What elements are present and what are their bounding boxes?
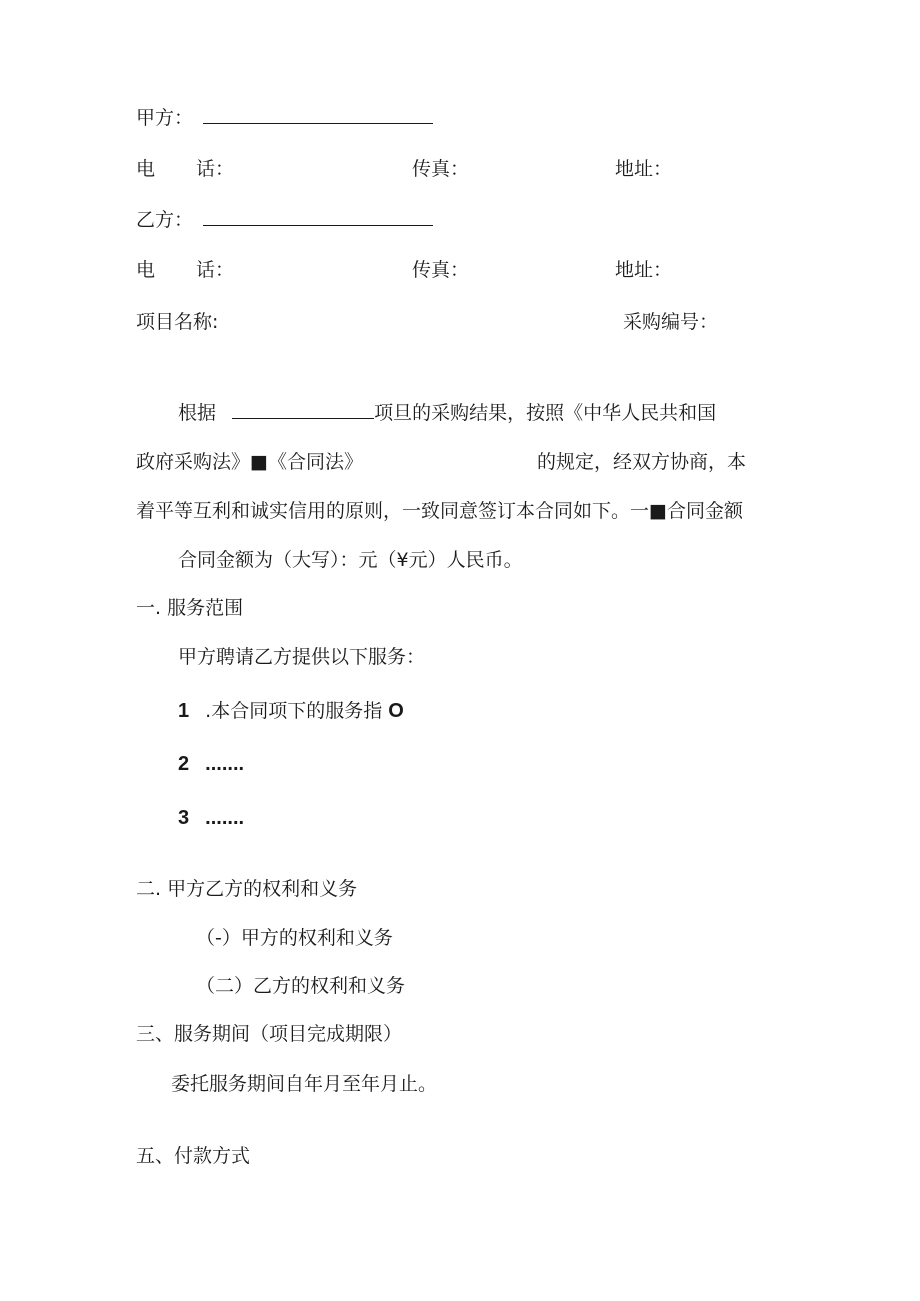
service-item-2-number: 2 <box>178 753 190 775</box>
tel-label-2a: 电 <box>136 259 156 281</box>
preamble-p1-end: 项旦的采购结果，按照《中华人民共和国 <box>374 402 717 424</box>
section-2-title: 二. 甲方乙方的权利和义务 <box>136 878 358 900</box>
preamble-p2-start: 政府采购法》■《合同法》 <box>136 451 363 473</box>
fax-label-1: 传真： <box>412 158 470 180</box>
section-2-sub-2: （二）乙方的权利和义务 <box>196 975 406 997</box>
party-a-label: 甲方： <box>136 107 194 129</box>
service-item-2-text: ....... <box>205 753 245 775</box>
service-item-3 <box>178 806 244 830</box>
preamble-line-1 <box>178 401 716 425</box>
preamble-p2-end: 的规定，经双方协商，本 <box>537 451 747 473</box>
fax-label-2: 传真： <box>412 259 470 281</box>
service-item-3-number: 3 <box>178 807 190 829</box>
party-b-label: 乙方： <box>136 209 194 231</box>
procurement-no-label: 采购编号： <box>623 311 719 333</box>
service-item-1-tail: O <box>388 700 404 722</box>
project-name-label: 项目名称: <box>136 311 219 333</box>
service-item-2 <box>178 752 244 776</box>
service-item-3-text: ....... <box>205 807 245 829</box>
section-3-title: 三、服务期间（项目完成期限） <box>136 1023 403 1045</box>
tel-label-1b: 话： <box>196 158 235 180</box>
address-label-2: 地址： <box>615 259 673 281</box>
section-3-text: 委托服务期间自年月至年月止。 <box>171 1073 438 1095</box>
party-a-row <box>136 106 433 130</box>
section-1-intro: 甲方聘请乙方提供以下服务： <box>178 646 426 668</box>
tel-label-2b: 话： <box>196 259 235 281</box>
party-a-blank[interactable] <box>203 106 433 124</box>
preamble-p4: 合同金额为（大写）：元（¥元）人民币。 <box>178 549 523 571</box>
address-label-1: 地址： <box>615 158 673 180</box>
service-item-1 <box>178 699 404 723</box>
section-2-sub-1: （-）甲方的权利和义务 <box>196 927 393 949</box>
service-item-1-number: 1 <box>178 700 190 722</box>
preamble-p1-start: 根据 <box>178 402 217 424</box>
section-1-title: 一. 服务范围 <box>136 597 244 619</box>
section-5-title: 五、付款方式 <box>136 1145 251 1167</box>
party-b-blank[interactable] <box>203 208 433 226</box>
service-item-1-text: .本合同项下的服务指 <box>205 700 383 722</box>
preamble-p3: 着平等互利和诚实信用的原则，一致同意签订本合同如下。一■合同金额 <box>136 500 743 522</box>
party-b-row <box>136 208 433 232</box>
project-name-blank[interactable] <box>232 401 374 419</box>
tel-label-1a: 电 <box>136 158 156 180</box>
